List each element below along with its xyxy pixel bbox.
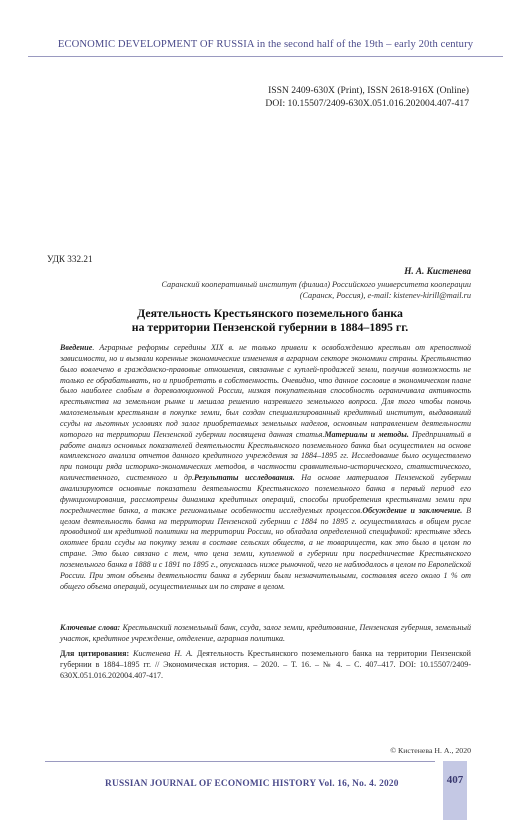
footer-divider — [45, 761, 435, 762]
methods-label: Материалы и методы. — [324, 429, 409, 439]
results-text: На основе материалов Пензенской губернии анализируются основные показатели деятельности Крестьянского поземельного банка в первый период его функционирования, рассмотрены динамика кредитных операций, способы приобретения крестьянами земли при посредничестве банка, а также региональные особенности исследуемых процессов. — [60, 473, 471, 515]
journal-footer: RUSSIAN JOURNAL OF ECONOMIC HISTORY Vol. 16, No. 4. 2020 — [105, 779, 399, 789]
doi-line: DOI: 10.15507/2409-630X.051.016.202004.407-417 — [265, 97, 469, 109]
title-line-1: Деятельность Крестьянского поземельного банка — [137, 306, 403, 320]
conclusion-label: Обсуждение и заключение. — [362, 505, 463, 515]
header-divider — [28, 56, 503, 57]
conclusion-text: В целом деятельность банка на территории Пензенской губернии с 1884 по 1895 г. осуществлялась в общем русле проводимой им кредитной политики на территории России, но обладала определенной спецификой: крестьяне здесь охотнее брали ссуды на покупку земли в составе сельских обществ, а не товариществ, как это было в целом по стране. Это было связано с тем, что цена земли, купленной в губернии при посредничестве Крестьянского поземельного банка в 1888 и с 1891 по 1895 г., опускалась ниже рыночной, чего не наблюдалось в целом по Европейской России. При этом объемы деятельности банка в губернии были незначительными, составляя всего около 1 % от общего объема операций, осуществленных им по стране в целом. — [60, 505, 472, 591]
keywords — [60, 623, 471, 645]
issn-line: ISSN 2409-630X (Print), ISSN 2618-916X (Online) — [268, 85, 469, 96]
author-name: Н. А. Кистенева — [404, 266, 471, 276]
author-affiliation — [41, 279, 471, 301]
keywords-text: Крестьянский поземельный банк, ссуда, залог земли, кредитование, Пензенская губерния, земельный участок, кредитное учреждение, отделение, аграрная политика. — [60, 623, 471, 643]
article-title — [60, 306, 480, 334]
running-header: ECONOMIC DEVELOPMENT OF RUSSIA in the second half of the 19th – early 20th century — [57, 39, 474, 50]
citation-label: Для цитирования: — [60, 649, 130, 658]
keywords-label: Ключевые слова: — [60, 623, 121, 632]
affiliation-line-2: (Саранск, Россия), e-mail: kistenev-kirill@mail.ru — [299, 291, 471, 300]
methods-text: Предпринятый в работе анализ основных показателей деятельности Крестьянского поземельного банка был осуществлен на основе комплексного анализа отчетов данного кредитного учреждения за 1884–1895 гг. Исследование было осуществлено при помощи ряда историко-экономических методов, в частности сравнительно-исторического, статистического, количественного, системного и др. — [60, 429, 471, 483]
citation-text: Деятельность Крестьянского поземельного банка на территории Пензенской губернии в 1884–1895 гг. // Экономическая история. – 2020. – Т. 16. – № 4. – С. 407–417. DOI: 10.15507/2409-630X.051.016.202004.407-417. — [60, 649, 471, 680]
citation — [60, 649, 471, 682]
intro-text: . Аграрные реформы середины XIX в. не только привели к освобождению крестьян от крепостной зависимости, но и вызвали коренные экономические изменения в аграрном секторе экономики страны. Крестьянство было вовлечено в гражданско-правовые отношения, связанные с куплей-продажей земли, получив возможность не только ее обрабатывать, но и приобретать в собственность. Очевидно, что данное сословие в экономическом плане было наиболее слабым в дореволюционной России, низкая покупательная способность ограничивала активность крестьянства на земельном рынке и мешала решению назревшего земельного вопроса. Для того чтобы помочь малоземельным крестьянам в покупке земли, был создан специализированный кредитный институт, выдававший ссуды на льготных условиях под залог приобретаемых земельных наделов, основным направлением деятельности которого на территории Пензенской губернии посвящена данная статья. — [60, 343, 471, 439]
intro-label: Введение — [60, 343, 93, 352]
copyright-notice: © Кистенева Н. А., 2020 — [390, 746, 471, 755]
udk-code: УДК 332.21 — [47, 254, 93, 264]
citation-author: Кистенева Н. А. — [129, 649, 193, 658]
issn-block — [265, 85, 469, 110]
results-label: Результаты исследования. — [194, 473, 295, 483]
affiliation-line-1: Саранский кооперативный институт (филиал) Российского университета кооперации — [161, 280, 471, 289]
page-number-tab — [443, 761, 467, 820]
abstract — [60, 343, 471, 592]
title-line-2: на территории Пензенской губернии в 1884–1895 гг. — [131, 320, 409, 334]
page-number: 407 — [446, 774, 464, 786]
